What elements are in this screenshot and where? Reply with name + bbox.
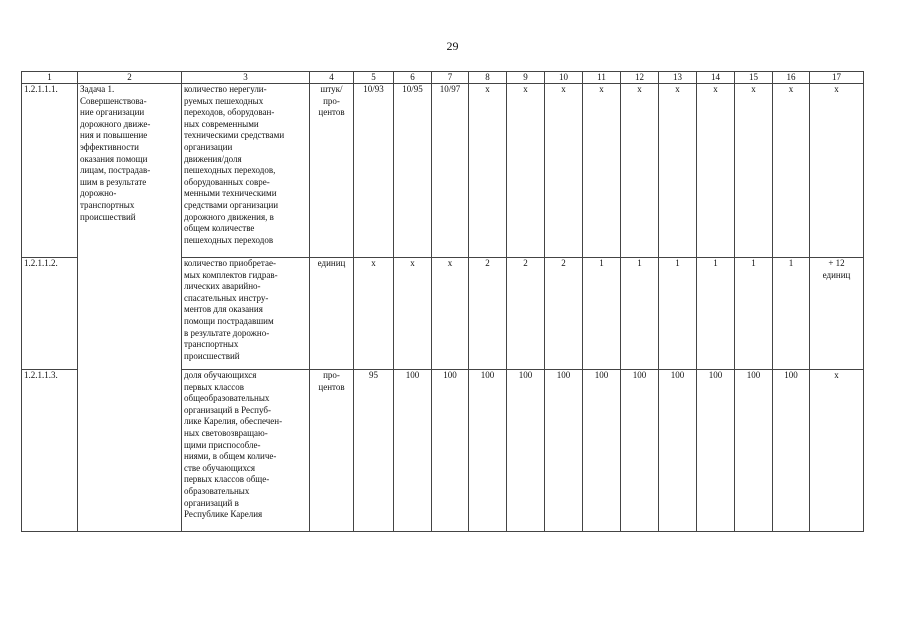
unit-line: штук/ [320, 84, 343, 94]
task-line: шим в результате [80, 176, 147, 187]
value-cell: 2 [507, 258, 545, 370]
unit-line: про- [323, 95, 340, 106]
indicator-line: спасательных инстру- [184, 292, 269, 303]
header-cell: 2 [78, 72, 182, 84]
indicator-line: ментов для оказания [184, 304, 263, 315]
indicator-line: переходов, оборудован- [184, 107, 275, 118]
value-cell: х [394, 258, 432, 370]
indicator-line: общеобразовательных [184, 393, 270, 404]
indicator-line: менными техническими [184, 188, 277, 199]
unit-cell [310, 258, 354, 370]
header-cell: 7 [432, 72, 469, 84]
header-row [22, 72, 864, 84]
task-cell [78, 84, 182, 532]
indicator-line: количество приобретае- [184, 258, 276, 268]
value-cell: х [507, 84, 545, 258]
header-cell: 8 [469, 72, 507, 84]
value-cell: 1 [659, 258, 697, 370]
value-cell: 10/97 [432, 84, 469, 258]
value-cell: 100 [697, 370, 735, 532]
indicator-line: движения/доля [184, 153, 242, 164]
indicator-line: организаций в [184, 497, 239, 508]
indicator-line: помощи пострадавшим [184, 315, 274, 326]
value-cell: 100 [432, 370, 469, 532]
value-cell: х [773, 84, 810, 258]
indicator-line: происшествий [184, 350, 240, 361]
value-cell: + 12 единиц [810, 258, 864, 370]
indicator-line: ных световозвращаю- [184, 427, 268, 438]
header-cell: 12 [621, 72, 659, 84]
indicator-line: доля обучающихся [184, 370, 257, 380]
value-cell: 10/93 [354, 84, 394, 258]
task-line: дорожно- [80, 188, 117, 199]
task-line: оказания помощи [80, 153, 148, 164]
task-line: ние организации [80, 107, 145, 118]
indicator-line: стве обучающихся [184, 462, 255, 473]
indicator-line: руемых пешеходных [184, 95, 264, 106]
header-cell: 5 [354, 72, 394, 84]
indicator-cell [182, 370, 310, 532]
value-cell: х [354, 258, 394, 370]
header-cell: 14 [697, 72, 735, 84]
value-cell: 1 [773, 258, 810, 370]
value-cell: 10/95 [394, 84, 432, 258]
task-line: ния и повышение [80, 130, 148, 141]
value-cell: 100 [735, 370, 773, 532]
indicator-line: первых классов обще- [184, 474, 270, 485]
indicator-line: пешеходных переходов [184, 234, 274, 245]
task-line: транспортных [80, 199, 135, 210]
header-cell: 11 [583, 72, 621, 84]
value-cell: 100 [773, 370, 810, 532]
value-cell: 1 [735, 258, 773, 370]
value-cell: 100 [583, 370, 621, 532]
indicator-line: дорожного движения, в [184, 211, 274, 222]
value-cell: 1 [697, 258, 735, 370]
header-cell: 1 [22, 72, 78, 84]
indicator-line: щими приспособле- [184, 439, 261, 450]
indicator-line: пешеходных переходов, [184, 165, 276, 176]
value-cell: 1 [583, 258, 621, 370]
value-cell: х [583, 84, 621, 258]
header-cell: 6 [394, 72, 432, 84]
header-cell: 3 [182, 72, 310, 84]
unit-line: центов [318, 107, 345, 118]
row-code: 1.2.1.1.2. [22, 258, 78, 370]
value-cell: 100 [545, 370, 583, 532]
indicator-line: ниями, в общем количе- [184, 451, 277, 462]
indicator-line: транспортных [184, 339, 239, 350]
value-cell: х [621, 84, 659, 258]
header-cell: 9 [507, 72, 545, 84]
task-line: лицам, пострадав- [80, 165, 151, 176]
indicator-line: техническими средствами [184, 130, 285, 141]
value-cell: 2 [545, 258, 583, 370]
value-cell: 100 [659, 370, 697, 532]
table-row [22, 84, 864, 258]
value-cell: 100 [394, 370, 432, 532]
indicator-cell [182, 258, 310, 370]
indicator-line: лике Карелия, обеспечен- [184, 416, 283, 427]
indicator-line: ных современными [184, 118, 259, 129]
value-cell: 95 [354, 370, 394, 532]
indicator-line: Республике Карелия [184, 509, 263, 520]
task-line: эффективности [80, 141, 139, 152]
value-cell: х [469, 84, 507, 258]
value-cell: х [659, 84, 697, 258]
header-cell: 16 [773, 72, 810, 84]
value-cell: 100 [507, 370, 545, 532]
task-line: Совершенствова- [80, 95, 147, 106]
task-line: Задача 1. [80, 84, 115, 94]
indicator-line: образовательных [184, 485, 250, 496]
unit-line: про- [323, 370, 340, 380]
indicator-line: в результате дорожно- [184, 327, 270, 338]
header-cell: 4 [310, 72, 354, 84]
page-number: 29 [446, 39, 459, 53]
value-cell: х [697, 84, 735, 258]
unit-cell [310, 370, 354, 532]
header-cell: 17 [810, 72, 864, 84]
value-cell: х [810, 84, 864, 258]
indicator-line: организаций в Респуб- [184, 404, 271, 415]
value-cell: х [545, 84, 583, 258]
task-line: происшествий [80, 211, 136, 222]
indicator-line: лических аварийно- [184, 281, 261, 292]
value-cell: 100 [469, 370, 507, 532]
indicator-line: средствами организации [184, 199, 279, 210]
header-cell: 15 [735, 72, 773, 84]
value-cell: х [810, 370, 864, 532]
row-code: 1.2.1.1.1. [22, 84, 78, 258]
header-cell: 10 [545, 72, 583, 84]
indicator-cell [182, 84, 310, 258]
indicator-line: общем количестве [184, 223, 255, 234]
indicator-line: оборудованных совре- [184, 176, 270, 187]
unit-cell [310, 84, 354, 258]
value-cell: 1 [621, 258, 659, 370]
indicator-line: количество нерегули- [184, 84, 267, 94]
indicator-line: первых классов [184, 381, 244, 392]
value-cell: 2 [469, 258, 507, 370]
indicator-line: мых комплектов гидрав- [184, 269, 278, 280]
value-cell: х [735, 84, 773, 258]
value-cell: х [432, 258, 469, 370]
indicators-table [21, 71, 864, 532]
row-code: 1.2.1.1.3. [22, 370, 78, 532]
task-line: дорожного движе- [80, 118, 151, 129]
indicator-line: организации [184, 141, 233, 152]
unit-line: центов [318, 381, 345, 392]
header-cell: 13 [659, 72, 697, 84]
unit-line: единиц [317, 258, 346, 268]
value-cell: 100 [621, 370, 659, 532]
